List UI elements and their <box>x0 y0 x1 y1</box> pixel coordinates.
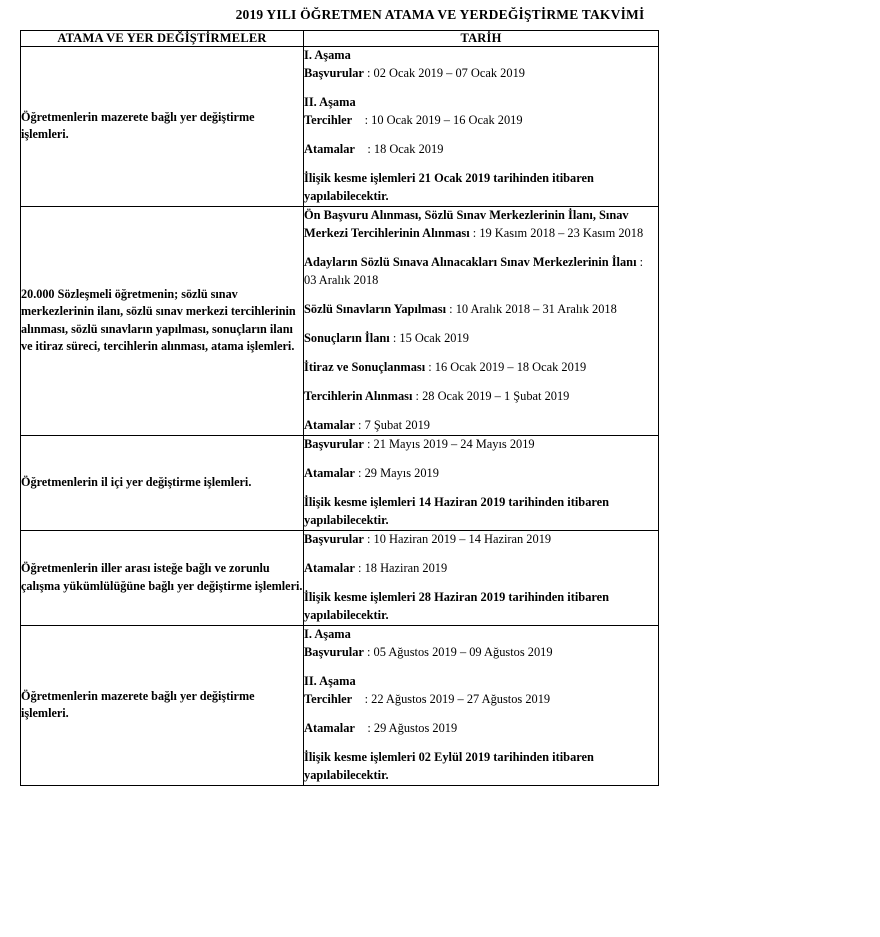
date-value: 18 Haziran 2019 <box>364 560 448 575</box>
date-separator: : <box>446 301 456 316</box>
termination-note: İlişik kesme işlemleri 28 Haziran 2019 tarihinden itibaren yapılabilecektir. <box>304 589 610 622</box>
date-separator: : <box>352 112 372 127</box>
date-value: 02 Ocak 2019 – 07 Ocak 2019 <box>373 65 525 80</box>
date-block <box>304 720 658 738</box>
date-value: 10 Haziran 2019 – 14 Haziran 2019 <box>373 531 552 546</box>
date-value: 19 Kasım 2018 – 23 Kasım 2018 <box>479 225 644 240</box>
termination-note: İlişik kesme işlemleri 02 Eylül 2019 tarihinden itibaren yapılabilecektir. <box>304 749 594 782</box>
date-value: 05 Ağustos 2019 – 09 Ağustos 2019 <box>373 644 553 659</box>
date-block <box>304 589 658 625</box>
date-value: 28 Ocak 2019 – 1 Şubat 2019 <box>422 388 570 403</box>
page-title: 2019 YILI ÖĞRETMEN ATAMA VE YERDEĞİŞTİRME TAKVİMİ <box>235 7 645 22</box>
date-value: 10 Aralık 2018 – 31 Aralık 2018 <box>455 301 617 316</box>
column-header-assignments: ATAMA VE YER DEĞİŞTİRMELER <box>21 31 304 47</box>
date-block <box>304 626 658 662</box>
date-separator: : <box>354 465 365 480</box>
table-row <box>21 206 659 435</box>
table-header-row <box>21 31 659 47</box>
date-separator: : <box>363 644 374 659</box>
row-description: 20.000 Sözleşmeli öğretmenin; sözlü sınav merkezlerinin ilanı, sözlü sınav merkezi tercihlerinin alınması, sözlü sınavların yapılması, sonuçların ilanı ve itiraz süreci, tercihlerin alınması, atama işlemleri. <box>21 206 304 435</box>
column-header-date: TARİH <box>304 31 659 47</box>
date-label: Atamalar <box>304 465 355 480</box>
date-value: 16 Ocak 2019 – 18 Ocak 2019 <box>434 359 587 374</box>
date-label: Başvurular <box>304 436 364 451</box>
assignment-calendar-table <box>20 30 659 786</box>
row-description: Öğretmenlerin il içi yer değiştirme işlemleri. <box>21 435 304 530</box>
table-body <box>21 47 659 786</box>
date-label: Atamalar <box>304 417 355 432</box>
stage-label: II. Aşama <box>304 94 356 109</box>
termination-note: İlişik kesme işlemleri 21 Ocak 2019 tarihinden itibaren yapılabilecektir. <box>304 170 594 203</box>
date-separator: : <box>425 359 435 374</box>
date-separator: : <box>469 225 480 240</box>
date-block <box>304 170 658 206</box>
date-label: Sözlü Sınavların Yapılması <box>304 301 447 316</box>
row-dates <box>304 206 659 435</box>
date-block <box>304 330 658 348</box>
date-separator: : <box>363 65 374 80</box>
date-block <box>304 94 658 130</box>
row-description: Öğretmenlerin mazerete bağlı yer değiştirme işlemleri. <box>21 625 304 785</box>
date-block <box>304 301 658 319</box>
date-label: Sonuçların İlanı <box>304 330 390 345</box>
date-separator: : <box>636 254 647 269</box>
date-value: 03 Aralık 2018 <box>304 272 379 287</box>
date-block <box>304 749 658 785</box>
date-label: Adayların Sözlü Sınava Alınacakları Sınav Merkezlerinin İlanı <box>304 254 637 269</box>
date-value: 29 Ağustos 2019 <box>373 720 458 735</box>
table-row <box>21 625 659 785</box>
row-dates <box>304 625 659 785</box>
table-row <box>21 530 659 625</box>
date-label: Ön Başvuru Alınması, Sözlü Sınav Merkezlerinin İlanı, Sınav Merkezi Tercihlerinin Alınması <box>304 207 629 240</box>
termination-note: İlişik kesme işlemleri 14 Haziran 2019 tarihinden itibaren yapılabilecektir. <box>304 494 610 527</box>
row-dates <box>304 530 659 625</box>
date-label: Atamalar <box>304 141 355 156</box>
date-block <box>304 417 658 435</box>
date-value: 15 Ocak 2019 <box>399 330 469 345</box>
date-block <box>304 673 658 709</box>
date-block <box>304 359 658 377</box>
date-block <box>304 494 658 530</box>
date-label: Atamalar <box>304 560 355 575</box>
date-label: Tercihler <box>304 112 353 127</box>
date-label: Başvurular <box>304 644 364 659</box>
date-block <box>304 254 658 290</box>
date-block <box>304 436 658 454</box>
date-block <box>304 141 658 159</box>
date-separator: : <box>354 560 365 575</box>
date-label: Atamalar <box>304 720 355 735</box>
date-separator: : <box>354 720 374 735</box>
date-separator: : <box>352 691 372 706</box>
row-dates <box>304 47 659 207</box>
date-value: 18 Ocak 2019 <box>373 141 444 156</box>
row-dates <box>304 435 659 530</box>
date-value: 29 Mayıs 2019 <box>364 465 439 480</box>
date-label: Başvurular <box>304 65 364 80</box>
date-separator: : <box>363 436 374 451</box>
date-block <box>304 560 658 578</box>
table-row <box>21 47 659 207</box>
date-value: 7 Şubat 2019 <box>364 417 430 432</box>
date-value: 22 Ağustos 2019 – 27 Ağustos 2019 <box>371 691 551 706</box>
date-block <box>304 465 658 483</box>
date-separator: : <box>412 388 423 403</box>
date-label: İtiraz ve Sonuçlanması <box>304 359 426 374</box>
row-description: Öğretmenlerin mazerete bağlı yer değiştirme işlemleri. <box>21 47 304 207</box>
date-separator: : <box>354 417 365 432</box>
date-value: 10 Ocak 2019 – 16 Ocak 2019 <box>371 112 523 127</box>
date-block <box>304 531 658 549</box>
stage-label: I. Aşama <box>304 48 351 62</box>
date-block <box>304 388 658 406</box>
date-separator: : <box>363 531 374 546</box>
date-separator: : <box>389 330 400 345</box>
date-label: Tercihlerin Alınması <box>304 388 413 403</box>
date-label: Başvurular <box>304 531 364 546</box>
date-separator: : <box>354 141 374 156</box>
stage-label: II. Aşama <box>304 673 356 688</box>
date-label: Tercihler <box>304 691 353 706</box>
date-value: 21 Mayıs 2019 – 24 Mayıs 2019 <box>373 436 535 451</box>
date-block <box>304 47 658 83</box>
row-description: Öğretmenlerin iller arası isteğe bağlı ve zorunlu çalışma yükümlülüğüne bağlı yer değiştirme işlemleri. <box>21 530 304 625</box>
date-block <box>304 207 658 243</box>
stage-label: I. Aşama <box>304 626 351 641</box>
table-row <box>21 435 659 530</box>
